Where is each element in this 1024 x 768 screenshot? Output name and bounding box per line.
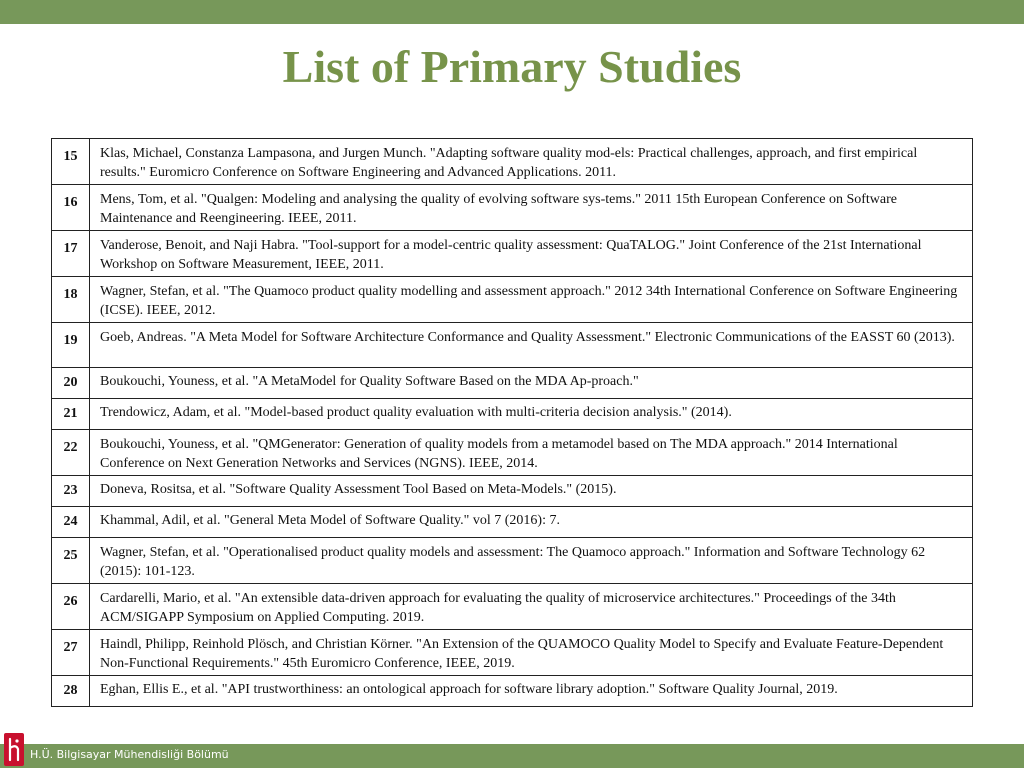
hacettepe-logo-icon	[4, 733, 24, 766]
study-reference: Vanderose, Benoit, and Naji Habra. "Tool-support for a model-centric quality assessment: QuaTALOG." Joint Conference of the 21st International Workshop on Software Measurement, IEEE, 2011.	[90, 231, 973, 277]
table-row	[52, 185, 973, 231]
study-number: 20	[52, 368, 90, 399]
study-number: 25	[52, 538, 90, 584]
study-number: 28	[52, 676, 90, 707]
primary-studies-table	[51, 138, 973, 707]
study-number: 16	[52, 185, 90, 231]
table-row	[52, 584, 973, 630]
top-accent-bar	[0, 0, 1024, 24]
study-reference: Goeb, Andreas. "A Meta Model for Software Architecture Conformance and Quality Assessment." Electronic Communications of the EASST 60 (2013).	[90, 323, 973, 368]
study-number: 15	[52, 139, 90, 185]
footer-department-text: H.Ü. Bilgisayar Mühendisliği Bölümü	[30, 748, 229, 761]
study-number: 23	[52, 476, 90, 507]
study-reference: Boukouchi, Youness, et al. "A MetaModel for Quality Software Based on the MDA Ap-proach."	[90, 368, 973, 399]
study-number: 22	[52, 430, 90, 476]
study-reference: Khammal, Adil, et al. "General Meta Model of Software Quality." vol 7 (2016): 7.	[90, 507, 973, 538]
study-number: 27	[52, 630, 90, 676]
table-row	[52, 538, 973, 584]
table-row	[52, 399, 973, 430]
table-row	[52, 277, 973, 323]
study-reference: Doneva, Rositsa, et al. "Software Quality Assessment Tool Based on Meta-Models." (2015).	[90, 476, 973, 507]
study-number: 21	[52, 399, 90, 430]
study-reference: Eghan, Ellis E., et al. "API trustworthiness: an ontological approach for software library adoption." Software Quality Journal, 2019.	[90, 676, 973, 707]
table-row	[52, 630, 973, 676]
table-row	[52, 676, 973, 707]
study-number: 24	[52, 507, 90, 538]
study-number: 19	[52, 323, 90, 368]
table-row	[52, 430, 973, 476]
slide-title: List of Primary Studies	[282, 41, 742, 92]
study-reference: Cardarelli, Mario, et al. "An extensible data-driven approach for evaluating the quality of microservice architectures." Proceedings of the 34th ACM/SIGAPP Symposium on Applied Computing. 2019.	[90, 584, 973, 630]
table-row	[52, 139, 973, 185]
study-number: 18	[52, 277, 90, 323]
study-reference: Mens, Tom, et al. "Qualgen: Modeling and analysing the quality of evolving software sys-tems." 2011 15th European Conference on Software Maintenance and Reengineering. IEEE, 2011.	[90, 185, 973, 231]
study-reference: Haindl, Philipp, Reinhold Plösch, and Christian Körner. "An Extension of the QUAMOCO Quality Model to Specify and Evaluate Feature-Dependent Non-Functional Requirements." 45th Euromicro Conference, IEEE, 2019.	[90, 630, 973, 676]
table-row	[52, 476, 973, 507]
study-reference: Klas, Michael, Constanza Lampasona, and Jurgen Munch. "Adapting software quality mod-els: Practical challenges, approach, and first empirical results." Euromicro Conference on Software Engineering and Advanced Applications. 2011.	[90, 139, 973, 185]
study-number: 17	[52, 231, 90, 277]
study-reference: Wagner, Stefan, et al. "Operationalised product quality models and assessment: The Quamoco approach." Information and Software Technology 62 (2015): 101-123.	[90, 538, 973, 584]
study-reference: Trendowicz, Adam, et al. "Model-based product quality evaluation with multi-criteria decision analysis." (2014).	[90, 399, 973, 430]
table-row	[52, 507, 973, 538]
study-reference: Wagner, Stefan, et al. "The Quamoco product quality modelling and assessment approach." 2012 34th International Conference on Software Engineering (ICSE). IEEE, 2012.	[90, 277, 973, 323]
study-number: 26	[52, 584, 90, 630]
study-reference: Boukouchi, Youness, et al. "QMGenerator: Generation of quality models from a metamodel based on The MDA approach." 2014 International Conference on Next Generation Networks and Services (NGNS). IEEE, 2014.	[90, 430, 973, 476]
table-row	[52, 323, 973, 368]
table-row	[52, 368, 973, 399]
table-row	[52, 231, 973, 277]
